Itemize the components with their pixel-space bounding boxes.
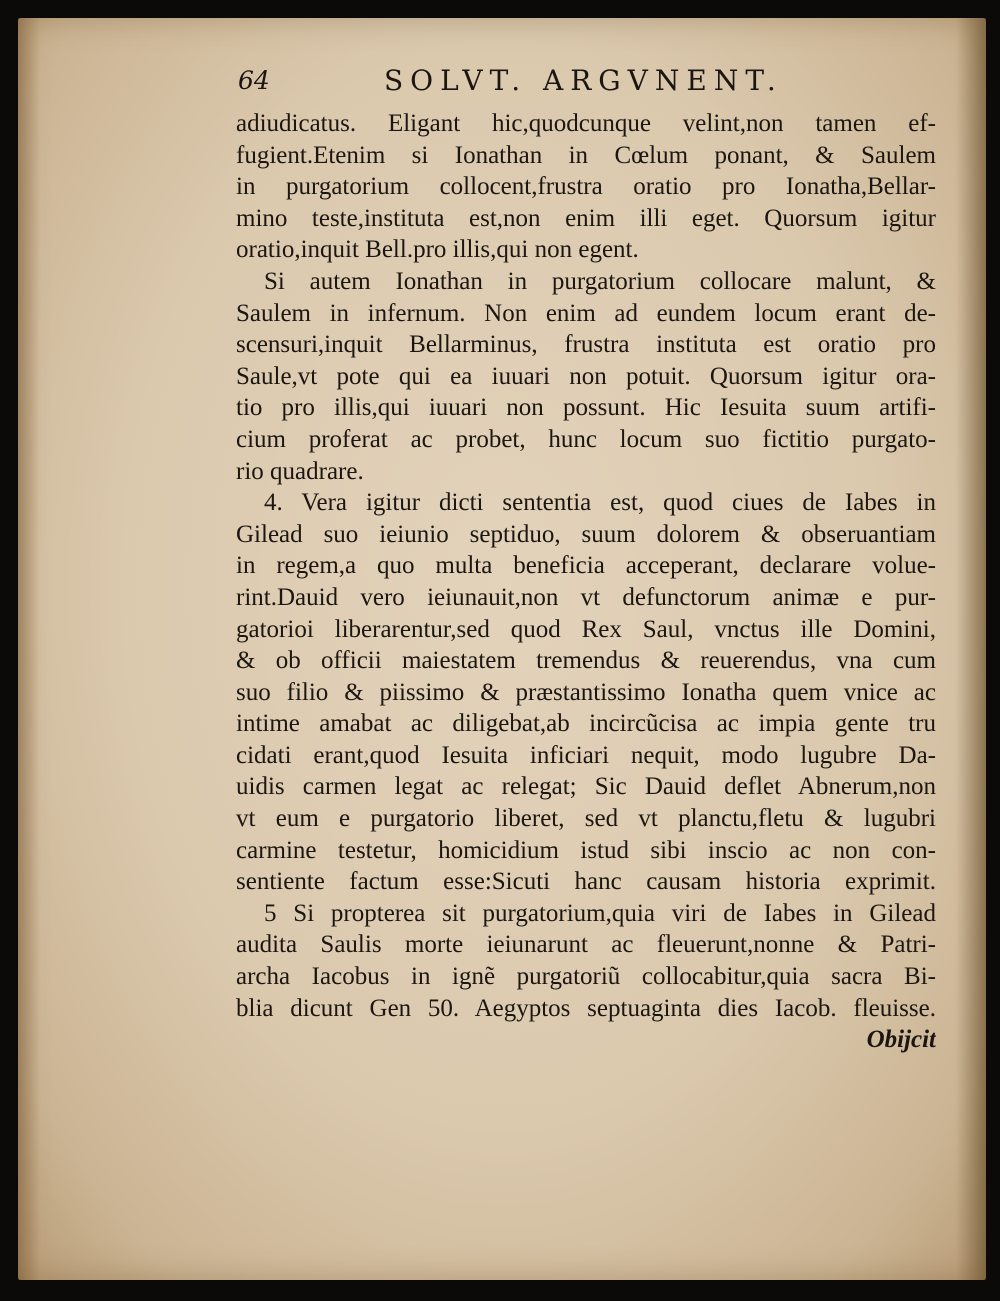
running-title: SOLVT. ARGVNENT. <box>384 64 783 97</box>
text-line: cium proferat ac probet, hunc locum suo fictitio purgato- <box>236 425 936 453</box>
page-number: 64 <box>238 66 270 95</box>
text-line: tio pro illis,qui iuuari non possunt. Hic Iesuita suum artifi- <box>236 394 936 422</box>
text-line: gatorioi liberarentur,sed quod Rex Saul, vnctus ille Domini, <box>236 615 936 643</box>
running-head <box>232 50 952 106</box>
text-line: Si autem Ionathan in purgatorium collocare malunt, & <box>264 267 936 295</box>
text-line: Gilead suo ieiunio septiduo, suum dolorem & obseruantiam <box>236 520 936 548</box>
text-line: intime amabat ac diligebat,ab incircũcisa ac impia gente tru <box>236 710 936 738</box>
body-text <box>236 108 936 1056</box>
text-line: suo filio & piissimo & præstantissimo Ionatha quem vnice ac <box>236 678 936 706</box>
text-line: mino teste,instituta est,non enim illi eget. Quorsum igitur <box>236 204 936 232</box>
text-line: fugient.Etenim si Ionathan in Cœlum ponant, & Saulem <box>236 141 936 169</box>
text-line: Saule,vt pote qui ea iuuari non potuit. Quorsum igitur ora- <box>236 362 936 390</box>
text-line: oratio,inquit Bell.pro illis,qui non egent. <box>236 236 639 264</box>
text-line: 5 Si propterea sit purgatorium,quia viri de Iabes in Gilead <box>264 899 936 927</box>
text-line: adiudicatus. Eligant hic,quodcunque velint,non tamen ef- <box>236 110 936 137</box>
text-line: & ob officii maiestatem tremendus & reuerendus, vna cum <box>236 647 936 675</box>
text-line: in purgatorium collocent,frustra oratio pro Ionatha,Bellar- <box>236 173 936 201</box>
text-line: in regem,a quo multa beneficia acceperant, declarare volue- <box>236 552 936 580</box>
text-line: audita Saulis morte ieiunarunt ac fleuerunt,nonne & Patri- <box>236 931 936 959</box>
text-line: blia dicunt Gen 50. Aegyptos septuaginta dies Iacob. fleuisse. <box>236 994 936 1022</box>
text-line: rint.Dauid vero ieiunauit,non vt defunctorum animæ e pur- <box>236 583 936 611</box>
text-line: vt eum e purgatorio liberet, sed vt planctu,fletu & lugubri <box>236 805 936 833</box>
text-line: archa Iacobus in ignẽ purgatoriũ collocabitur,quia sacra Bi- <box>236 963 936 991</box>
text-line: cidati erant,quod Iesuita inficiari nequit, modo lugubre Da- <box>236 741 936 769</box>
text-line: uidis carmen legat ac relegat; Sic Dauid deflet Abnerum,non <box>236 773 936 801</box>
text-line: carmine testetur, homicidium istud sibi inscio ac non con- <box>236 836 936 864</box>
text-line: Saulem in infernum. Non enim ad eundem locum erant de- <box>236 299 936 327</box>
text-line: rio quadrare. <box>236 457 364 485</box>
text-line: 4. Vera igitur dicti sententia est, quod ciues de Iabes in <box>264 489 936 517</box>
text-line: sentiente factum esse:Sicuti hanc causam historia exprimit. <box>236 868 936 896</box>
text-line: scensuri,inquit Bellarminus, frustra instituta est oratio pro <box>236 331 936 359</box>
catchword: Obijcit <box>866 1026 936 1054</box>
